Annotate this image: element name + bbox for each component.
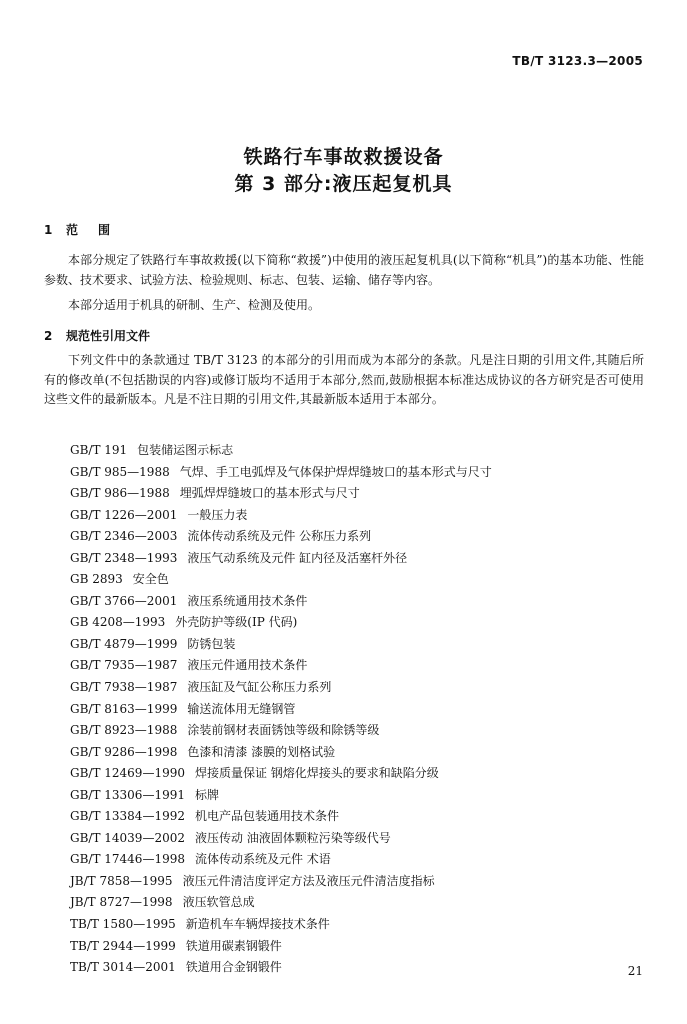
reference-title: 液压系统通用技术条件 [187, 593, 308, 608]
reference-item [70, 936, 492, 958]
reference-title: 液压传动 油液固体颗粒污染等级代号 [194, 830, 391, 845]
reference-code: GB/T 2348—1993 [70, 550, 178, 565]
section-2-intro: 下列文件中的条款通过 TB/T 3123 的本部分的引用而成为本部分的条款。凡是注日期的引用文件,其随后所有的修改单(不包括勘误的内容)或修订版均不适用于本部分,然而,鼓励根据本标准达成协议的各方研究是否可使用这些文件的最新版本。凡是不注日期的引用文件,其最新版本适用于本部分。 [44, 353, 644, 406]
reference-item [70, 892, 492, 914]
section-1-heading [44, 221, 130, 238]
reference-item [70, 806, 492, 828]
reference-item [70, 914, 492, 936]
reference-item [70, 569, 492, 591]
reference-item [70, 785, 492, 807]
reference-title: 包装储运图示标志 [137, 443, 234, 457]
section-1-number: 1 [44, 223, 53, 237]
reference-title: 液压缸及气缸公称压力系列 [187, 680, 332, 695]
reference-title: 埋弧焊焊缝坡口的基本形式与尺寸 [179, 486, 360, 501]
reference-item [70, 720, 492, 742]
section-2-heading [44, 327, 150, 344]
reference-title: 机电产品包装通用技术条件 [194, 809, 339, 824]
reference-title: 新造机车车辆焊接技术条件 [185, 917, 330, 932]
reference-code: GB/T 12469—1990 [70, 766, 185, 781]
title-line-1: 铁路行车事故救援设备 [243, 146, 444, 168]
reference-code: GB/T 191 [70, 443, 128, 457]
reference-code: GB/T 2346—2003 [70, 529, 178, 544]
reference-title: 焊接质量保证 钢熔化焊接头的要求和缺陷分级 [194, 766, 439, 781]
reference-code: GB/T 13384—1992 [70, 809, 185, 824]
reference-code: GB/T 3766—2001 [70, 593, 178, 608]
reference-code: GB/T 9286—1998 [70, 744, 178, 759]
reference-code: JB/T 8727—1998 [70, 895, 173, 910]
reference-title: 标牌 [194, 787, 219, 802]
reference-item [70, 871, 492, 893]
reference-title: 流体传动系统及元件 公称压力系列 [187, 529, 372, 544]
section-2-title: 规范性引用文件 [66, 329, 151, 343]
reference-item [70, 828, 492, 850]
section-1-paragraph-1: 本部分规定了铁路行车事故救援(以下简称“救援”)中使用的液压起复机具(以下简称“机具”)的基本功能、性能参数、技术要求、试验方法、检验规则、标志、包装、运输、储存等内容。 [44, 253, 644, 287]
reference-item [70, 763, 492, 785]
reference-item [70, 957, 492, 979]
reference-item [70, 505, 492, 527]
reference-item [70, 591, 492, 613]
reference-title: 气焊、手工电弧焊及气体保护焊焊缝坡口的基本形式与尺寸 [179, 464, 492, 479]
reference-code: GB/T 14039—2002 [70, 830, 185, 845]
page-number: 21 [627, 964, 643, 978]
reference-code: GB/T 13306—1991 [70, 787, 185, 802]
reference-title: 色漆和清漆 漆膜的划格试验 [187, 744, 336, 759]
reference-title: 液压元件清洁度评定方法及液压元件清洁度指标 [182, 873, 435, 888]
reference-item [70, 699, 492, 721]
reference-item [70, 548, 492, 570]
reference-title: 铁道用碳素钢锻件 [185, 938, 282, 953]
reference-code: GB/T 8163—1999 [70, 701, 178, 716]
reference-title: 液压气动系统及元件 缸内径及活塞杆外径 [187, 550, 408, 565]
reference-title: 铁道用合金钢锻件 [185, 960, 282, 975]
reference-item [70, 440, 492, 462]
reference-title: 涂装前钢材表面锈蚀等级和除锈等级 [187, 723, 380, 738]
reference-code: GB/T 7938—1987 [70, 680, 178, 695]
reference-code: GB/T 985—1988 [70, 464, 170, 479]
reference-item [70, 655, 492, 677]
reference-code: GB/T 1226—2001 [70, 507, 178, 522]
reference-title: 防锈包装 [187, 636, 236, 651]
section-2-number: 2 [44, 329, 53, 343]
document-title [0, 144, 687, 198]
reference-item [70, 526, 492, 548]
reference-item [70, 462, 492, 484]
reference-code: GB/T 4879—1999 [70, 636, 178, 651]
reference-item [70, 483, 492, 505]
reference-item [70, 612, 492, 634]
reference-code: TB/T 2944—1999 [70, 938, 176, 953]
reference-list [70, 440, 492, 979]
reference-code: TB/T 3014—2001 [70, 960, 176, 975]
reference-code: GB/T 8923—1988 [70, 723, 178, 738]
section-1-paragraph-2: 本部分适用于机具的研制、生产、检测及使用。 [68, 298, 321, 312]
reference-title: 液压软管总成 [182, 895, 255, 910]
reference-code: GB 4208—1993 [70, 615, 166, 630]
standard-code: TB/T 3123.3—2005 [512, 54, 643, 68]
reference-item [70, 634, 492, 656]
reference-code: GB/T 17446—1998 [70, 852, 185, 867]
reference-title: 流体传动系统及元件 术语 [194, 852, 331, 867]
reference-title: 安全色 [132, 572, 169, 587]
reference-title: 外壳防护等级(IP 代码) [175, 615, 298, 630]
reference-title: 输送流体用无缝钢管 [187, 701, 296, 716]
reference-item [70, 742, 492, 764]
reference-code: GB/T 986—1988 [70, 486, 170, 501]
reference-code: TB/T 1580—1995 [70, 917, 176, 932]
reference-title: 液压元件通用技术条件 [187, 658, 308, 673]
reference-code: JB/T 7858—1995 [70, 873, 173, 888]
reference-item [70, 677, 492, 699]
reference-code: GB 2893 [70, 572, 123, 587]
title-line-2: 第 3 部分:液压起复机具 [234, 173, 453, 195]
reference-code: GB/T 7935—1987 [70, 658, 178, 673]
section-1-title: 范围 [66, 223, 131, 237]
reference-item [70, 849, 492, 871]
reference-title: 一般压力表 [187, 507, 248, 522]
